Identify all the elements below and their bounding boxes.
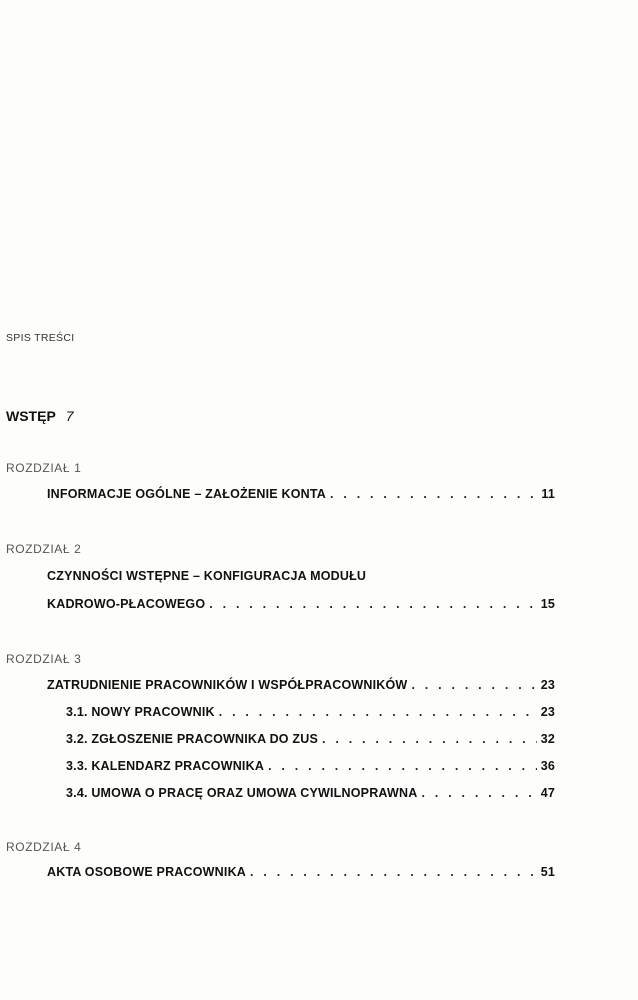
dot-leader	[250, 865, 537, 879]
toc-entry	[47, 678, 555, 692]
toc-entry-title: AKTA OSOBOWE PRACOWNIKA	[47, 865, 247, 879]
intro-entry	[6, 408, 74, 424]
toc-entry-page: 47	[540, 786, 555, 800]
toc-entry-title-line: CZYNNOŚCI WSTĘPNE – KONFIGURACJA MODUŁU	[47, 569, 367, 583]
toc-entry-title: 3.1. NOWY PRACOWNIK	[66, 705, 215, 719]
toc-entry	[47, 865, 555, 879]
chapter-label: ROZDZIAŁ 3	[6, 652, 82, 666]
toc-subentry	[66, 786, 555, 800]
dot-leader	[209, 597, 536, 611]
toc-entry	[47, 487, 555, 501]
toc-entry-title: ZATRUDNIENIE PRACOWNIKÓW I WSPÓŁPRACOWNIKÓW	[47, 678, 408, 692]
toc-entry-page: 32	[540, 732, 555, 746]
toc-entry-page: 36	[540, 759, 555, 773]
toc-entry-page: 15	[540, 597, 555, 611]
dot-leader	[411, 678, 536, 692]
toc-entry-page: 23	[540, 678, 555, 692]
intro-title: WSTĘP	[6, 408, 56, 424]
chapter-label: ROZDZIAŁ 4	[6, 840, 82, 854]
toc-entry-page: 23	[540, 705, 555, 719]
toc-heading: SPIS TREŚCI	[6, 332, 75, 344]
dot-leader	[268, 759, 537, 773]
toc-entry-title: 3.3. KALENDARZ PRACOWNIKA	[66, 759, 265, 773]
chapter-label: ROZDZIAŁ 2	[6, 542, 82, 556]
toc-entry-page: 11	[541, 487, 555, 501]
chapter-label: ROZDZIAŁ 1	[6, 461, 82, 475]
toc-subentry	[66, 759, 555, 773]
toc-subentry	[66, 705, 555, 719]
toc-entry-title: KADROWO-PŁACOWEGO	[47, 597, 206, 611]
dot-leader	[219, 705, 537, 719]
toc-entry-page: 51	[540, 865, 555, 879]
toc-entry-title: 3.2. ZGŁOSZENIE PRACOWNIKA DO ZUS	[66, 732, 318, 746]
toc-entry	[47, 597, 555, 611]
intro-page-number: 7	[65, 408, 74, 424]
toc-entry-title: INFORMACJE OGÓLNE – ZAŁOŻENIE KONTA	[47, 487, 326, 501]
dot-leader	[421, 786, 536, 800]
dot-leader	[330, 487, 537, 501]
toc-entry-title: 3.4. UMOWA O PRACĘ ORAZ UMOWA CYWILNOPRAWNA	[66, 786, 418, 800]
toc-subentry	[66, 732, 555, 746]
dot-leader	[322, 732, 537, 746]
